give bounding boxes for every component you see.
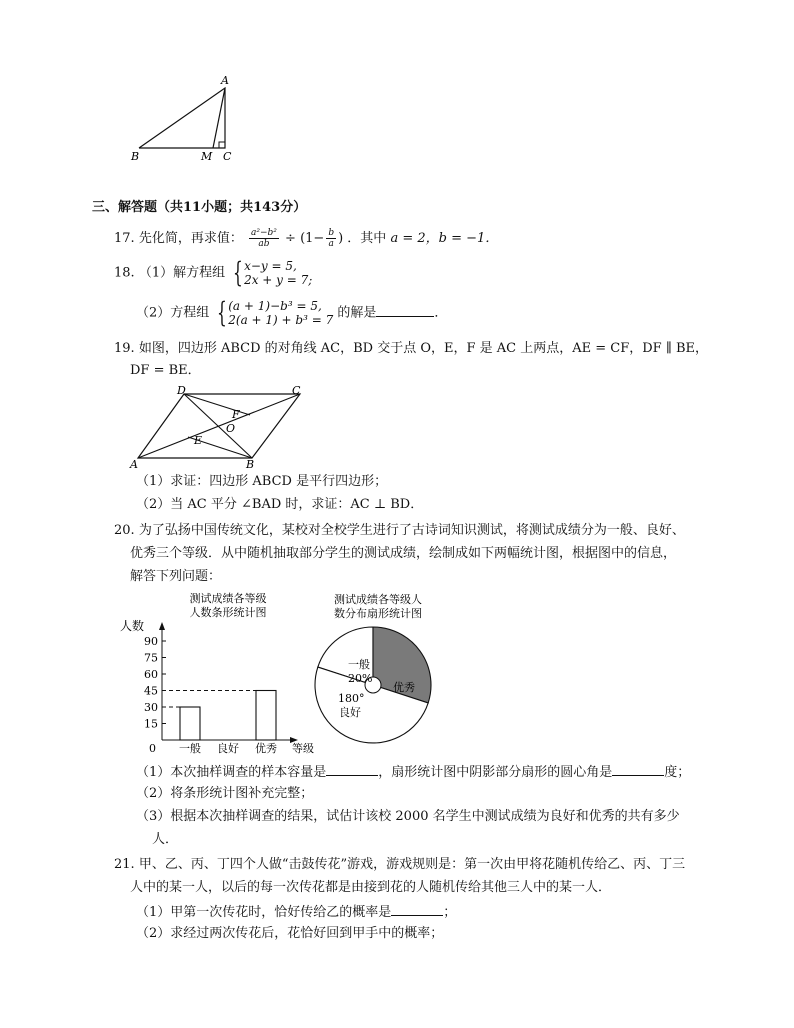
chart-title-line1: 测试成绩各等级: [189, 592, 267, 605]
y-tick-label: 45: [144, 684, 158, 698]
chart-title-line2: 数分布扇形统计图: [334, 607, 422, 620]
question-20-part2: （2）将条形统计图补充完整；: [136, 786, 314, 801]
label-C: C: [292, 384, 301, 397]
label-B: B: [131, 150, 140, 163]
question-20-part3: （3）根据本次抽样调查的结果，试估计该校 2000 名学生中测试成绩为良好和优秀的共有多少: [136, 809, 680, 824]
fraction: $\frac{b}{a}$: [328, 228, 335, 249]
question-20-line3: 解答下列问题：: [130, 569, 222, 584]
slice-label-youxiu: 优秀: [393, 681, 415, 694]
x-axis-label: 等级: [292, 742, 314, 755]
slice-label-yiban: 一般: [348, 658, 370, 671]
question-21-part1: （1）甲第一次传花时，恰好传给乙的概率是 ；: [136, 901, 456, 923]
triangle-figure: [125, 72, 245, 167]
equation-system: x−y = 5, 2x + y = 7;: [244, 259, 313, 287]
origin-label: 0: [149, 742, 156, 755]
answer-blank[interactable]: [326, 761, 378, 776]
question-17: 17. 先化简，再求值： $\frac{\text{a²−b²}}{ab}$ ÷ (1− $\frac{b}{a}$ ) ．其中 a = 2，b = −1．: [114, 228, 499, 249]
question-number: 19.: [114, 341, 135, 356]
label-D: D: [177, 384, 186, 397]
chart-title-line1: 测试成绩各等级人: [334, 593, 422, 606]
label-A: A: [221, 74, 229, 87]
y-tick-label: 60: [144, 668, 158, 681]
question-20-part1: （1）本次抽样调查的样本容量是 ，扇形统计图中阴影部分扇形的圆心角是 度；: [136, 761, 690, 783]
question-number: 17.: [114, 231, 135, 246]
y-tick-label: 90: [144, 635, 158, 648]
label-O: O: [226, 422, 236, 435]
question-19-line2: DF = BE．: [130, 363, 201, 378]
question-number: 18.: [114, 265, 135, 281]
y-tick-label: 75: [144, 651, 158, 665]
fraction: $\frac{\text{a²−b²}}{ab}$: [250, 228, 277, 249]
equation-system: (a + 1)−b³ = 5, 2(a + 1) + b³ = 7: [228, 299, 334, 327]
question-19-part2: （2）当 AC 平分 ∠BAD 时，求证：AC ⊥ BD．: [136, 497, 424, 512]
label-B: B: [246, 458, 255, 470]
slice-label-lianghao: 良好: [339, 706, 361, 719]
question-18: 18. （1）解方程组 { x−y = 5, 2x + y = 7;: [114, 256, 313, 289]
answer-blank[interactable]: [612, 761, 664, 776]
category-label: 一般: [179, 742, 201, 755]
question-19: 19. 如图，四边形 ABCD 的对角线 AC，BD 交于点 O，E，F 是 AC 上两点，AE = CF，DF ∥ BE，: [114, 341, 709, 356]
question-21-line2: 人中的某一人，以后的每一次传花都是由接到花的人随机传给其他三人中的某一人．: [130, 880, 612, 895]
slice-value-lianghao: 180°: [338, 692, 365, 705]
y-axis-label: 人数: [120, 619, 145, 633]
slice-value-yiban: 20%: [348, 672, 373, 685]
label-C: C: [223, 150, 232, 163]
bar-2: [256, 691, 276, 741]
answer-blank[interactable]: [391, 901, 443, 916]
y-tick-label: 15: [144, 717, 158, 731]
label-A: A: [130, 458, 138, 470]
question-20-line2: 优秀三个等级．从中随机抽取部分学生的测试成绩，绘制成如下两幅统计图，根据图中的信息，: [130, 546, 677, 561]
bar-0: [180, 707, 200, 740]
question-number: 20.: [114, 523, 135, 538]
y-tick-label: 30: [144, 701, 158, 714]
label-M: M: [201, 150, 213, 163]
answer-blank[interactable]: [376, 302, 434, 317]
question-20-part3-line2: 人．: [152, 832, 179, 847]
question-19-part1: （1）求证：四边形 ABCD 是平行四边形；: [136, 474, 388, 489]
section-title: 三、解答题（共11小题；共143分）: [92, 200, 307, 215]
question-number: 21.: [114, 857, 135, 872]
label-E: E: [194, 434, 203, 447]
question-20: 20. 为了弘扬中国传统文化，某校对全校学生进行了古诗词知识测试，将测试成绩分为一般、良好、: [114, 523, 685, 538]
bar-chart: [118, 586, 328, 758]
question-21: 21. 甲、乙、丙、丁四个人做“击鼓传花”游戏，游戏规则是：第一次由甲将花随机传给乙、丙、丁三: [114, 857, 686, 872]
question-18-part2: （2）方程组 { (a + 1)−b³ = 5, 2(a + 1) + b³ = 7 的解是 ．: [136, 296, 448, 329]
category-label: 优秀: [255, 742, 277, 755]
parallelogram-figure: [128, 384, 308, 470]
label-F: F: [232, 408, 240, 421]
pie-chart: [308, 590, 448, 756]
category-label: 良好: [217, 742, 239, 755]
chart-title-line2: 人数条形统计图: [189, 606, 267, 619]
question-21-part2: （2）求经过两次传花后，花恰好回到甲手中的概率；: [136, 926, 444, 941]
